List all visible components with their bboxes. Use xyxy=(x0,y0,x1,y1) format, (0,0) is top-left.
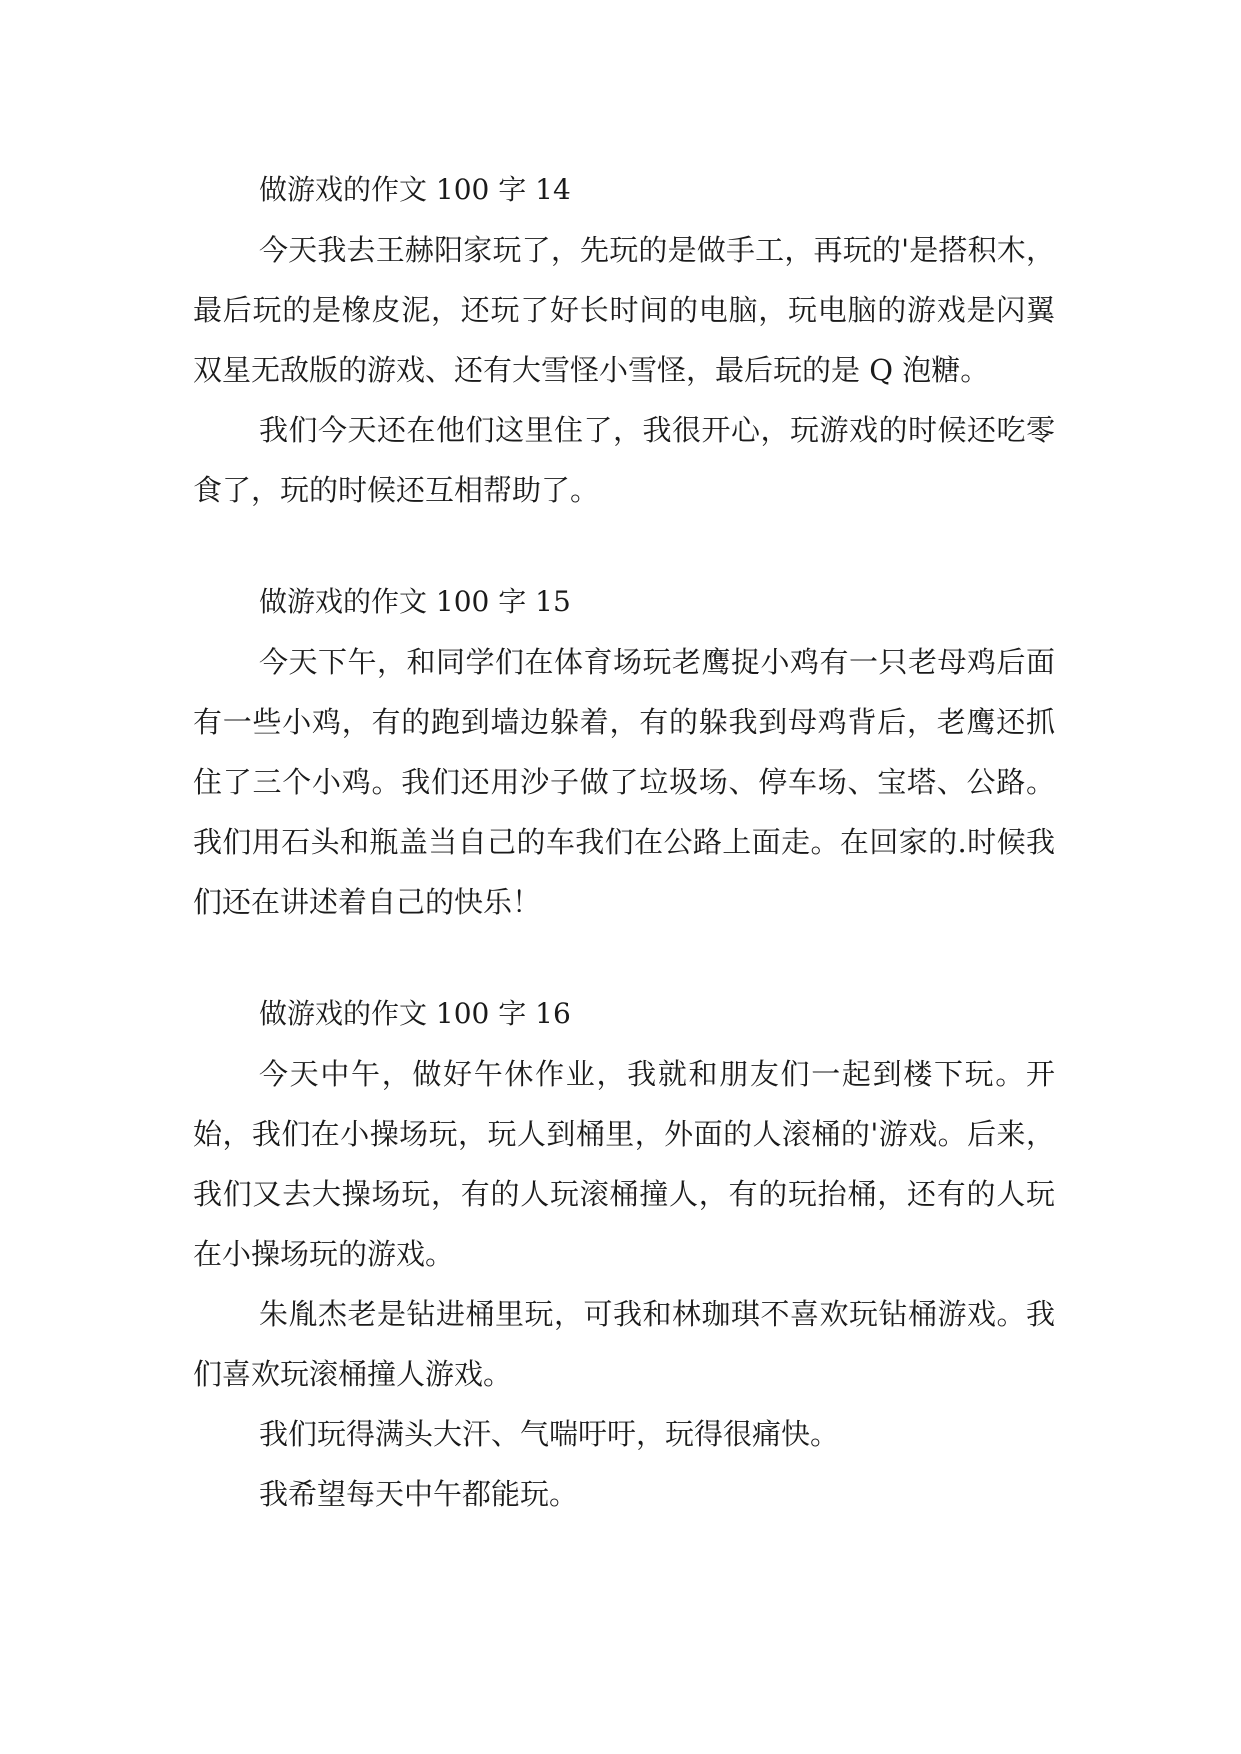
document-page xyxy=(193,160,1055,1524)
paragraph: 今天下午，和同学们在体育场玩老鹰捉小鸡有一只老母鸡后面有一些小鸡，有的跑到墙边躲着，有的躲我到母鸡背后，老鹰还抓住了三个小鸡。我们还用沙子做了垃圾场、停车场、宝塔、公路。我们用石头和瓶盖当自己的车我们在公路上面走。在回家的.时候我们还在讲述着自己的快乐！ xyxy=(193,645,1055,919)
essay-section-16 xyxy=(193,984,1055,1524)
paragraph: 朱胤杰老是钻进桶里玩，可我和林珈琪不喜欢玩钻桶游戏。我们喜欢玩滚桶撞人游戏。 xyxy=(193,1297,1055,1391)
section-heading: 做游戏的作文 100 字 15 xyxy=(259,585,571,618)
section-heading: 做游戏的作文 100 字 16 xyxy=(259,997,571,1030)
essay-section-14 xyxy=(193,160,1055,520)
paragraph: 今天我去王赫阳家玩了，先玩的是做手工，再玩的'是搭积木，最后玩的是橡皮泥，还玩了好长时间的电脑，玩电脑的游戏是闪翼双星无敌版的游戏、还有大雪怪小雪怪，最后玩的是 Q 泡糖。 xyxy=(193,233,1055,387)
section-heading: 做游戏的作文 100 字 14 xyxy=(259,173,571,206)
paragraph: 今天中午，做好午休作业，我就和朋友们一起到楼下玩。开始，我们在小操场玩，玩人到桶里，外面的人滚桶的'游戏。后来，我们又去大操场玩，有的人玩滚桶撞人，有的玩抬桶，还有的人玩在小操场玩的游戏。 xyxy=(193,1057,1055,1271)
paragraph: 我希望每天中午都能玩。 xyxy=(259,1477,579,1511)
essay-section-15 xyxy=(193,572,1055,932)
paragraph: 我们玩得满头大汗、气喘吁吁，玩得很痛快。 xyxy=(259,1417,840,1451)
paragraph: 我们今天还在他们这里住了，我很开心，玩游戏的时候还吃零食了，玩的时候还互相帮助了。 xyxy=(193,413,1055,507)
